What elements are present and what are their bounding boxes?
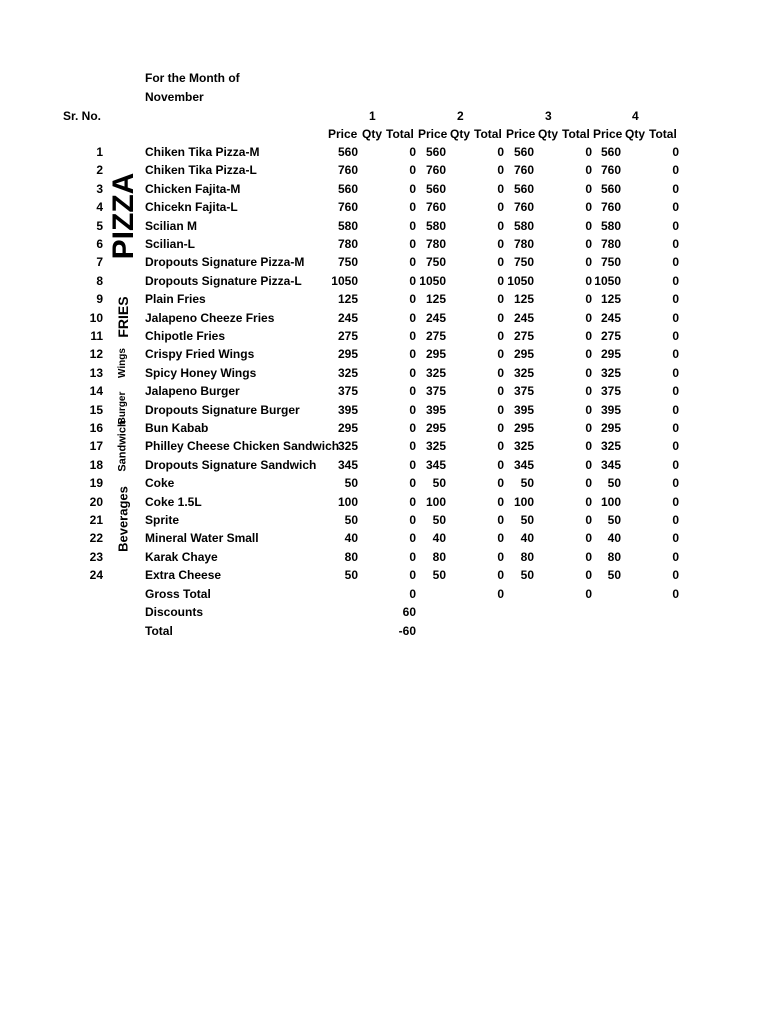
gross-total-week-1: 0 bbox=[409, 587, 416, 601]
discounts-label: Discounts bbox=[145, 605, 204, 619]
qty-header-2: Qty bbox=[450, 127, 471, 141]
item-price-week-3: 50 bbox=[520, 568, 534, 583]
item-price-week-3: 80 bbox=[520, 549, 534, 564]
item-price-week-2: 1050 bbox=[419, 273, 446, 288]
item-total-week-4: 0 bbox=[672, 255, 679, 270]
sr-number: 14 bbox=[89, 384, 103, 399]
item-total-week-1: 0 bbox=[409, 347, 416, 362]
item-price-week-1: 295 bbox=[337, 347, 358, 362]
item-name: Dropouts Signature Pizza-M bbox=[145, 255, 305, 270]
sr-number: 5 bbox=[96, 218, 103, 233]
item-total-week-3: 0 bbox=[585, 218, 592, 233]
sr-number: 9 bbox=[96, 292, 103, 307]
sr-number: 7 bbox=[96, 255, 103, 270]
qty-header-4: Qty bbox=[625, 127, 646, 141]
item-total-week-2: 0 bbox=[497, 292, 504, 307]
table-row bbox=[0, 291, 768, 309]
item-total-week-4: 0 bbox=[672, 237, 679, 251]
table-row bbox=[0, 328, 768, 346]
item-price-week-1: 760 bbox=[337, 200, 358, 215]
total-header-2: Total bbox=[474, 127, 502, 141]
total-header-1: Total bbox=[386, 127, 414, 141]
table-row bbox=[0, 199, 768, 217]
sr-number: 21 bbox=[89, 513, 103, 527]
item-name: Extra Cheese bbox=[145, 568, 222, 583]
item-total-week-3: 0 bbox=[585, 439, 592, 454]
item-total-week-3: 0 bbox=[585, 237, 592, 251]
item-total-week-2: 0 bbox=[497, 163, 504, 178]
item-price-week-2: 245 bbox=[425, 310, 446, 325]
item-total-week-2: 0 bbox=[497, 273, 504, 288]
item-total-week-1: 0 bbox=[409, 292, 416, 307]
item-price-week-4: 80 bbox=[607, 549, 621, 564]
item-price-week-4: 780 bbox=[600, 237, 621, 251]
item-price-week-1: 560 bbox=[337, 145, 358, 159]
price-header-4: Price bbox=[593, 127, 623, 141]
item-price-week-4: 760 bbox=[600, 163, 621, 178]
item-total-week-2: 0 bbox=[497, 365, 504, 380]
item-price-week-4: 1050 bbox=[594, 273, 621, 288]
item-total-week-2: 0 bbox=[497, 181, 504, 196]
item-total-week-1: 0 bbox=[409, 384, 416, 399]
item-name: Coke bbox=[145, 476, 175, 491]
item-total-week-1: 0 bbox=[409, 549, 416, 564]
item-name: Chicken Fajita-M bbox=[145, 181, 241, 196]
item-total-week-4: 0 bbox=[672, 218, 679, 233]
grand-total-label: Total bbox=[145, 624, 173, 638]
item-price-week-3: 760 bbox=[513, 200, 534, 215]
item-total-week-3: 0 bbox=[585, 200, 592, 215]
item-name: Dropouts Signature Sandwich bbox=[145, 457, 317, 472]
item-name: Plain Fries bbox=[145, 292, 206, 307]
item-total-week-3: 0 bbox=[585, 163, 592, 178]
item-name: Chiken Tika Pizza-M bbox=[145, 145, 260, 159]
item-total-week-1: 0 bbox=[409, 421, 416, 435]
item-price-week-1: 275 bbox=[337, 329, 358, 343]
item-price-week-3: 100 bbox=[513, 494, 534, 509]
price-header-3: Price bbox=[506, 127, 536, 141]
item-total-week-3: 0 bbox=[585, 365, 592, 380]
item-total-week-2: 0 bbox=[497, 402, 504, 417]
total-header-3: Total bbox=[562, 127, 590, 141]
month-title-line1: For the Month of bbox=[145, 71, 240, 85]
item-total-week-2: 0 bbox=[497, 439, 504, 454]
table-row bbox=[0, 254, 768, 272]
item-price-week-3: 760 bbox=[513, 163, 534, 178]
sr-number: 12 bbox=[89, 347, 103, 362]
table-row bbox=[0, 383, 768, 401]
item-price-week-1: 560 bbox=[337, 181, 358, 196]
item-total-week-1: 0 bbox=[409, 255, 416, 270]
item-name: Chicekn Fajita-L bbox=[145, 200, 238, 215]
item-total-week-1: 0 bbox=[409, 310, 416, 325]
table-row bbox=[0, 512, 768, 530]
table-row bbox=[0, 530, 768, 548]
item-price-week-2: 295 bbox=[425, 421, 446, 435]
item-price-week-3: 40 bbox=[520, 531, 534, 546]
table-row bbox=[0, 346, 768, 364]
item-price-week-3: 750 bbox=[513, 255, 534, 270]
item-name: Jalapeno Cheeze Fries bbox=[145, 310, 275, 325]
qty-header-1: Qty bbox=[362, 127, 383, 141]
item-price-week-3: 275 bbox=[513, 329, 534, 343]
item-price-week-1: 375 bbox=[337, 384, 358, 399]
item-name: Scilian M bbox=[145, 218, 198, 233]
sr-number: 1 bbox=[96, 145, 103, 159]
item-total-week-4: 0 bbox=[672, 513, 679, 527]
sr-number: 8 bbox=[96, 273, 103, 288]
item-price-week-1: 780 bbox=[337, 237, 358, 251]
sr-number: 3 bbox=[96, 181, 103, 196]
item-total-week-3: 0 bbox=[585, 494, 592, 509]
item-total-week-4: 0 bbox=[672, 329, 679, 343]
item-total-week-3: 0 bbox=[585, 457, 592, 472]
item-total-week-1: 0 bbox=[409, 457, 416, 472]
sr-number: 23 bbox=[89, 549, 103, 564]
item-price-week-2: 395 bbox=[425, 402, 446, 417]
item-total-week-4: 0 bbox=[672, 292, 679, 307]
item-name: Philley Cheese Chicken Sandwich bbox=[145, 439, 340, 454]
item-total-week-1: 0 bbox=[409, 402, 416, 417]
item-total-week-3: 0 bbox=[585, 255, 592, 270]
sr-number: 11 bbox=[90, 329, 103, 343]
item-price-week-4: 245 bbox=[600, 310, 621, 325]
item-price-week-2: 100 bbox=[425, 494, 446, 509]
item-price-week-2: 275 bbox=[425, 329, 446, 343]
item-price-week-2: 325 bbox=[425, 365, 446, 380]
item-price-week-2: 345 bbox=[425, 457, 446, 472]
item-name: Crispy Fried Wings bbox=[145, 347, 255, 362]
item-total-week-2: 0 bbox=[497, 329, 504, 343]
item-price-week-3: 295 bbox=[513, 347, 534, 362]
item-total-week-1: 0 bbox=[409, 531, 416, 546]
table-row bbox=[0, 273, 768, 291]
category-label-wings: Wings bbox=[117, 348, 128, 378]
item-total-week-4: 0 bbox=[672, 421, 679, 435]
item-price-week-1: 50 bbox=[344, 568, 358, 583]
item-price-week-1: 1050 bbox=[331, 273, 358, 288]
item-price-week-1: 50 bbox=[344, 513, 358, 527]
item-price-week-1: 295 bbox=[337, 421, 358, 435]
item-price-week-1: 125 bbox=[337, 292, 358, 307]
item-total-week-2: 0 bbox=[497, 200, 504, 215]
table-row bbox=[0, 567, 768, 585]
sr-number: 15 bbox=[89, 402, 103, 417]
item-total-week-4: 0 bbox=[672, 531, 679, 546]
sr-number: 18 bbox=[89, 457, 103, 472]
item-total-week-1: 0 bbox=[409, 145, 416, 159]
item-total-week-4: 0 bbox=[672, 384, 679, 399]
price-header-1: Price bbox=[328, 127, 358, 141]
item-price-week-2: 295 bbox=[425, 347, 446, 362]
item-price-week-1: 325 bbox=[337, 365, 358, 380]
item-total-week-1: 0 bbox=[409, 365, 416, 380]
item-total-week-3: 0 bbox=[585, 476, 592, 491]
item-total-week-1: 0 bbox=[409, 181, 416, 196]
item-total-week-2: 0 bbox=[497, 218, 504, 233]
category-label-beverages: Beverages bbox=[115, 486, 131, 552]
item-total-week-4: 0 bbox=[672, 145, 679, 159]
item-price-week-4: 345 bbox=[600, 457, 621, 472]
table-row bbox=[0, 420, 768, 438]
item-name: Mineral Water Small bbox=[145, 531, 259, 546]
item-price-week-4: 100 bbox=[600, 494, 621, 509]
item-total-week-4: 0 bbox=[672, 365, 679, 380]
item-total-week-3: 0 bbox=[585, 347, 592, 362]
item-price-week-4: 375 bbox=[600, 384, 621, 399]
item-price-week-3: 295 bbox=[513, 421, 534, 435]
item-total-week-1: 0 bbox=[409, 329, 416, 343]
sr-number: 6 bbox=[96, 237, 103, 251]
item-price-week-1: 50 bbox=[344, 476, 358, 491]
item-price-week-3: 560 bbox=[513, 181, 534, 196]
table-row bbox=[0, 236, 768, 254]
total-header-4: Total bbox=[649, 127, 677, 141]
item-total-week-1: 0 bbox=[409, 513, 416, 527]
item-total-week-2: 0 bbox=[497, 476, 504, 491]
item-price-week-4: 325 bbox=[600, 439, 621, 454]
discounts-value: 60 bbox=[402, 605, 416, 619]
sr-number: 4 bbox=[96, 200, 103, 215]
category-label-fries: FRIES bbox=[115, 296, 131, 338]
week-1-header: 1 bbox=[369, 109, 376, 123]
sr-number: 22 bbox=[89, 531, 103, 546]
item-total-week-2: 0 bbox=[497, 145, 504, 159]
item-price-week-4: 50 bbox=[607, 476, 621, 491]
item-name: Scilian-L bbox=[145, 237, 196, 251]
item-total-week-1: 0 bbox=[409, 439, 416, 454]
item-price-week-1: 325 bbox=[337, 439, 358, 454]
item-price-week-2: 50 bbox=[432, 568, 446, 583]
item-price-week-3: 780 bbox=[513, 237, 534, 251]
item-total-week-4: 0 bbox=[672, 273, 679, 288]
qty-header-3: Qty bbox=[538, 127, 559, 141]
item-price-week-4: 275 bbox=[600, 329, 621, 343]
item-price-week-2: 560 bbox=[425, 181, 446, 196]
item-price-week-2: 560 bbox=[425, 145, 446, 159]
item-name: Karak Chaye bbox=[145, 549, 218, 564]
item-price-week-2: 40 bbox=[432, 531, 446, 546]
item-price-week-2: 780 bbox=[425, 237, 446, 251]
item-total-week-1: 0 bbox=[409, 163, 416, 178]
item-total-week-3: 0 bbox=[585, 329, 592, 343]
item-price-week-2: 580 bbox=[425, 218, 446, 233]
item-total-week-2: 0 bbox=[497, 513, 504, 527]
item-price-week-3: 50 bbox=[520, 476, 534, 491]
item-name: Bun Kabab bbox=[145, 421, 209, 435]
item-total-week-3: 0 bbox=[585, 384, 592, 399]
table-row bbox=[0, 365, 768, 383]
sr-number: 13 bbox=[89, 365, 103, 380]
item-total-week-3: 0 bbox=[585, 513, 592, 527]
sr-number: 16 bbox=[89, 421, 103, 435]
item-total-week-4: 0 bbox=[672, 402, 679, 417]
category-label-pizza: PIZZA bbox=[107, 172, 140, 260]
item-price-week-4: 125 bbox=[600, 292, 621, 307]
price-header-2: Price bbox=[418, 127, 448, 141]
item-total-week-2: 0 bbox=[497, 237, 504, 251]
item-name: Coke 1.5L bbox=[145, 494, 202, 509]
item-price-week-1: 40 bbox=[344, 531, 358, 546]
gross-total-week-4: 0 bbox=[672, 587, 679, 601]
item-price-week-4: 750 bbox=[600, 255, 621, 270]
item-total-week-1: 0 bbox=[409, 494, 416, 509]
item-price-week-4: 560 bbox=[600, 145, 621, 159]
item-price-week-1: 580 bbox=[337, 218, 358, 233]
item-price-week-4: 325 bbox=[600, 365, 621, 380]
gross-total-week-2: 0 bbox=[497, 587, 504, 601]
item-total-week-4: 0 bbox=[672, 163, 679, 178]
item-price-week-3: 50 bbox=[520, 513, 534, 527]
item-price-week-3: 1050 bbox=[507, 273, 534, 288]
item-total-week-4: 0 bbox=[672, 568, 679, 583]
item-price-week-3: 560 bbox=[513, 145, 534, 159]
sr-no-header: Sr. No. bbox=[63, 109, 102, 123]
item-total-week-2: 0 bbox=[497, 568, 504, 583]
item-name: Dropouts Signature Burger bbox=[145, 402, 300, 417]
table-row bbox=[0, 310, 768, 328]
item-total-week-1: 0 bbox=[409, 237, 416, 251]
item-price-week-1: 760 bbox=[337, 163, 358, 178]
item-total-week-3: 0 bbox=[585, 273, 592, 288]
item-total-week-2: 0 bbox=[497, 310, 504, 325]
item-price-week-1: 395 bbox=[337, 402, 358, 417]
table-row bbox=[0, 218, 768, 236]
item-price-week-2: 750 bbox=[425, 255, 446, 270]
item-price-week-2: 375 bbox=[425, 384, 446, 399]
item-total-week-3: 0 bbox=[585, 421, 592, 435]
category-label-burger: Burger bbox=[117, 391, 128, 425]
item-price-week-2: 50 bbox=[432, 513, 446, 527]
item-price-week-2: 760 bbox=[425, 163, 446, 178]
sr-number: 24 bbox=[89, 568, 103, 583]
sr-number: 17 bbox=[89, 439, 103, 454]
item-total-week-2: 0 bbox=[497, 494, 504, 509]
item-price-week-3: 580 bbox=[513, 218, 534, 233]
item-total-week-3: 0 bbox=[585, 402, 592, 417]
item-total-week-4: 0 bbox=[672, 439, 679, 454]
item-total-week-1: 0 bbox=[409, 568, 416, 583]
week-2-header: 2 bbox=[457, 109, 464, 123]
item-total-week-1: 0 bbox=[409, 273, 416, 288]
item-price-week-2: 80 bbox=[432, 549, 446, 564]
item-price-week-2: 760 bbox=[425, 200, 446, 215]
item-price-week-4: 40 bbox=[607, 531, 621, 546]
item-total-week-4: 0 bbox=[672, 494, 679, 509]
item-total-week-3: 0 bbox=[585, 549, 592, 564]
item-price-week-4: 295 bbox=[600, 421, 621, 435]
sr-number: 19 bbox=[89, 476, 103, 491]
item-price-week-4: 50 bbox=[607, 568, 621, 583]
item-price-week-4: 295 bbox=[600, 347, 621, 362]
item-name: Sprite bbox=[145, 513, 180, 527]
item-total-week-3: 0 bbox=[585, 292, 592, 307]
item-price-week-3: 395 bbox=[513, 402, 534, 417]
item-total-week-2: 0 bbox=[497, 421, 504, 435]
item-price-week-4: 50 bbox=[607, 513, 621, 527]
item-total-week-1: 0 bbox=[409, 476, 416, 491]
item-total-week-3: 0 bbox=[585, 181, 592, 196]
item-total-week-3: 0 bbox=[585, 531, 592, 546]
item-name: Chipotle Fries bbox=[145, 329, 226, 343]
item-total-week-4: 0 bbox=[672, 476, 679, 491]
sr-number: 20 bbox=[89, 494, 103, 509]
table-row bbox=[0, 402, 768, 420]
item-total-week-4: 0 bbox=[672, 310, 679, 325]
item-total-week-4: 0 bbox=[672, 347, 679, 362]
item-total-week-4: 0 bbox=[672, 457, 679, 472]
item-price-week-2: 50 bbox=[432, 476, 446, 491]
item-price-week-3: 325 bbox=[513, 439, 534, 454]
item-price-week-3: 245 bbox=[513, 310, 534, 325]
item-price-week-2: 325 bbox=[425, 439, 446, 454]
item-name: Spicy Honey Wings bbox=[145, 365, 257, 380]
item-total-week-2: 0 bbox=[497, 549, 504, 564]
grand-total-value: -60 bbox=[398, 624, 416, 638]
table-row bbox=[0, 162, 768, 180]
sr-number: 10 bbox=[89, 310, 103, 325]
item-total-week-2: 0 bbox=[497, 384, 504, 399]
week-4-header: 4 bbox=[632, 109, 639, 123]
gross-total-week-3: 0 bbox=[585, 587, 592, 601]
item-total-week-2: 0 bbox=[497, 457, 504, 472]
item-total-week-2: 0 bbox=[497, 347, 504, 362]
month-title-line2: November bbox=[145, 90, 204, 104]
item-name: Chiken Tika Pizza-L bbox=[145, 163, 257, 178]
table-row bbox=[0, 457, 768, 475]
item-price-week-4: 760 bbox=[600, 200, 621, 215]
table-row bbox=[0, 475, 768, 493]
item-price-week-3: 325 bbox=[513, 365, 534, 380]
sr-number: 2 bbox=[96, 163, 103, 178]
week-3-header: 3 bbox=[545, 109, 552, 123]
item-price-week-3: 345 bbox=[513, 457, 534, 472]
table-row bbox=[0, 494, 768, 512]
item-total-week-3: 0 bbox=[585, 145, 592, 159]
item-price-week-1: 750 bbox=[337, 255, 358, 270]
item-total-week-3: 0 bbox=[585, 310, 592, 325]
category-label-sandwich: Sandwich bbox=[116, 420, 129, 472]
item-total-week-3: 0 bbox=[585, 568, 592, 583]
item-total-week-4: 0 bbox=[672, 200, 679, 215]
item-price-week-2: 125 bbox=[425, 292, 446, 307]
gross-total-label: Gross Total bbox=[145, 587, 211, 601]
item-name: Dropouts Signature Pizza-L bbox=[145, 273, 302, 288]
item-price-week-4: 560 bbox=[600, 181, 621, 196]
item-total-week-2: 0 bbox=[497, 255, 504, 270]
item-total-week-4: 0 bbox=[672, 181, 679, 196]
item-price-week-1: 245 bbox=[337, 310, 358, 325]
item-total-week-1: 0 bbox=[409, 218, 416, 233]
item-name: Jalapeno Burger bbox=[145, 384, 240, 399]
item-price-week-1: 100 bbox=[337, 494, 358, 509]
table-row bbox=[0, 549, 768, 567]
item-price-week-1: 345 bbox=[337, 457, 358, 472]
table-row bbox=[0, 438, 768, 456]
item-total-week-1: 0 bbox=[409, 200, 416, 215]
item-price-week-1: 80 bbox=[344, 549, 358, 564]
table-row bbox=[0, 181, 768, 199]
table-row bbox=[0, 144, 768, 162]
item-price-week-4: 580 bbox=[600, 218, 621, 233]
item-price-week-4: 395 bbox=[600, 402, 621, 417]
item-price-week-3: 375 bbox=[513, 384, 534, 399]
item-total-week-4: 0 bbox=[672, 549, 679, 564]
item-price-week-3: 125 bbox=[513, 292, 534, 307]
item-total-week-2: 0 bbox=[497, 531, 504, 546]
